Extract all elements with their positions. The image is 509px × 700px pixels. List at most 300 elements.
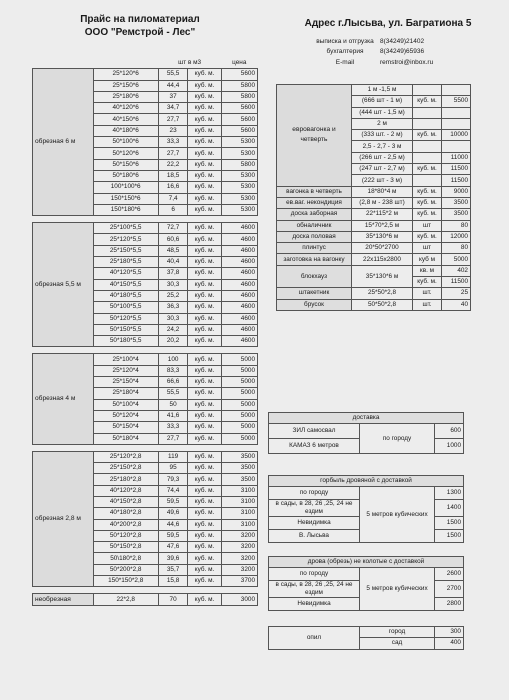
header-blank bbox=[33, 58, 94, 69]
price-cell: 5000 bbox=[221, 388, 257, 399]
price-cell: 3000 bbox=[221, 594, 257, 605]
price-cell: 1000 bbox=[435, 439, 464, 454]
unit-cell: куб. м. bbox=[188, 594, 221, 605]
unit-cell: куб. м. bbox=[188, 125, 221, 136]
pieces-per-m3-cell: 6 bbox=[158, 204, 188, 215]
firewood-slab-table bbox=[268, 475, 464, 543]
size-cell: 150*150*6 bbox=[93, 193, 158, 204]
table-row bbox=[277, 288, 471, 299]
pieces-per-m3-cell: 33,3 bbox=[158, 137, 188, 148]
left-price-table bbox=[32, 58, 258, 606]
pieces-per-m3-cell: 22,2 bbox=[158, 159, 188, 170]
size-cell: 22*115*2 м bbox=[352, 209, 413, 220]
size-cell: (444 шт - 1,5 м) bbox=[352, 107, 413, 118]
pieces-per-m3-cell: 36,3 bbox=[158, 302, 188, 313]
destination-cell: по городу bbox=[269, 487, 360, 500]
size-cell: 25*120*2,8 bbox=[93, 451, 158, 462]
price-cell: 5500 bbox=[442, 96, 471, 107]
product-name: ев.ваг. некондиция bbox=[277, 197, 352, 208]
unit-cell: куб. м. bbox=[188, 245, 221, 256]
pieces-per-m3-cell: 35,7 bbox=[158, 564, 188, 575]
table-row bbox=[269, 627, 464, 638]
unit-cell: шт bbox=[413, 243, 442, 254]
unit-cell: куб. м. bbox=[413, 209, 442, 220]
unit-cell: куб. м. bbox=[188, 336, 221, 347]
pieces-per-m3-cell: 23 bbox=[158, 125, 188, 136]
size-cell: 50*120*6 bbox=[93, 148, 158, 159]
unit-cell: куб. м. bbox=[188, 496, 221, 507]
price-cell: 11500 bbox=[442, 277, 471, 288]
address: Адрес г.Лысьва, ул. Багратиона 5 bbox=[304, 18, 472, 29]
product-name: доска заборная bbox=[277, 209, 352, 220]
contact-value: 8(34249)65936 bbox=[380, 48, 425, 55]
firewood-trim-table bbox=[268, 556, 464, 611]
pieces-per-m3-cell: 20,2 bbox=[158, 336, 188, 347]
price-cell: 5000 bbox=[221, 354, 257, 365]
header-blank bbox=[93, 58, 158, 69]
price-cell: 4600 bbox=[221, 313, 257, 324]
section-title: доставка bbox=[269, 413, 464, 424]
destination-cell: В. Лысьва bbox=[269, 530, 360, 543]
price-cell: 1500 bbox=[435, 530, 464, 543]
unit-cell: куб. м. bbox=[188, 193, 221, 204]
unit-cell: куб. м. bbox=[188, 410, 221, 421]
pieces-per-m3-cell: 24,2 bbox=[158, 324, 188, 335]
pieces-per-m3-cell: 44,4 bbox=[158, 80, 188, 91]
price-cell: 3200 bbox=[221, 553, 257, 564]
unit-cell: куб. м. bbox=[188, 324, 221, 335]
price-cell: 1500 bbox=[435, 517, 464, 530]
vehicle-name: КАМАЗ 6 метров bbox=[269, 439, 360, 454]
size-cell: 50*120*5,5 bbox=[93, 313, 158, 324]
price-cell: 3100 bbox=[221, 496, 257, 507]
price-cell: 9000 bbox=[442, 186, 471, 197]
spacer-row bbox=[33, 587, 258, 594]
size-cell: 100*100*6 bbox=[93, 182, 158, 193]
unit-cell: куб. м. bbox=[188, 388, 221, 399]
price-cell: 10000 bbox=[442, 130, 471, 141]
pieces-per-m3-cell: 59,5 bbox=[158, 530, 188, 541]
pieces-per-m3-cell: 25,2 bbox=[158, 290, 188, 301]
size-cell: 35*130*6 м bbox=[352, 231, 413, 242]
price-cell: 3700 bbox=[221, 576, 257, 587]
unit-cell bbox=[413, 141, 442, 152]
unit-cell bbox=[413, 152, 442, 163]
price-cell: 400 bbox=[435, 638, 464, 649]
spacer-row bbox=[33, 347, 258, 354]
group-name: обрезная 4 м bbox=[33, 354, 94, 444]
table-row bbox=[277, 243, 471, 254]
unit-cell: куб. м. bbox=[188, 576, 221, 587]
pieces-per-m3-cell: 70 bbox=[158, 594, 188, 605]
price-cell: 5000 bbox=[221, 365, 257, 376]
size-cell: (266 шт - 2,5 м) bbox=[352, 152, 413, 163]
size-cell: 25*180*5,5 bbox=[93, 257, 158, 268]
table-row bbox=[33, 354, 258, 365]
contact-value: 8(34249)21402 bbox=[380, 38, 425, 45]
table-row bbox=[277, 85, 471, 96]
pieces-per-m3-cell: 27,7 bbox=[158, 114, 188, 125]
pieces-per-m3-cell: 66,6 bbox=[158, 377, 188, 388]
price-cell: 1400 bbox=[435, 500, 464, 517]
size-cell: 20*50*2700 bbox=[352, 243, 413, 254]
pieces-per-m3-cell: 55,5 bbox=[158, 388, 188, 399]
table-row bbox=[269, 568, 464, 581]
size-cell: (2,8 м - 238 шт) bbox=[352, 197, 413, 208]
product-name: заготовка на вагонку bbox=[277, 254, 352, 265]
vehicle-name: ЗИЛ самосвал bbox=[269, 424, 360, 439]
pieces-per-m3-cell: 37 bbox=[158, 91, 188, 102]
unit-cell: куб. м. bbox=[188, 114, 221, 125]
group-name: обрезная 2,8 м bbox=[33, 451, 94, 587]
size-cell: 25*120*5,5 bbox=[93, 234, 158, 245]
size-cell: 50*120*4 bbox=[93, 410, 158, 421]
table-row bbox=[269, 424, 464, 439]
price-cell: 1300 bbox=[435, 487, 464, 500]
price-cell: 402 bbox=[442, 265, 471, 276]
pieces-per-m3-cell: 72,7 bbox=[158, 223, 188, 234]
table-row bbox=[277, 231, 471, 242]
contact-label: бухгалтерия bbox=[326, 48, 364, 55]
unit-cell: куб. м. bbox=[188, 553, 221, 564]
size-cell: 50*150*5,5 bbox=[93, 324, 158, 335]
unit-cell: куб. м. bbox=[188, 313, 221, 324]
unit-cell: шт bbox=[413, 220, 442, 231]
unit-cell: куб. м. bbox=[188, 279, 221, 290]
unit-cell: куб. м. bbox=[188, 234, 221, 245]
size-cell: (247 шт - 2,7 м) bbox=[352, 164, 413, 175]
unit-cell: куб. м. bbox=[188, 399, 221, 410]
unit-cell: куб. м. bbox=[188, 170, 221, 181]
unit-cell: куб. м. bbox=[413, 197, 442, 208]
price-cell: 12000 bbox=[442, 231, 471, 242]
group-name: обрезная 5,5 м bbox=[33, 223, 94, 347]
unit-cell: куб. м. bbox=[188, 451, 221, 462]
price-cell bbox=[442, 141, 471, 152]
size-cell: 25*100*4 bbox=[93, 354, 158, 365]
unit-cell: куб. м. bbox=[413, 231, 442, 242]
price-cell: 5000 bbox=[221, 433, 257, 444]
size-cell: 1 м -1,5 м bbox=[352, 85, 413, 96]
pieces-per-m3-cell: 119 bbox=[158, 451, 188, 462]
unit-cell bbox=[413, 107, 442, 118]
price-cell: 4600 bbox=[221, 245, 257, 256]
pieces-per-m3-cell: 15,8 bbox=[158, 576, 188, 587]
destination-cell: Невидимка bbox=[269, 598, 360, 611]
section-title: дрова (обрезь) не колотые с доставкой bbox=[269, 557, 464, 568]
size-cell: 50*180*5,5 bbox=[93, 336, 158, 347]
pieces-per-m3-cell: 39,6 bbox=[158, 553, 188, 564]
size-cell: 25*120*6 bbox=[93, 69, 158, 80]
title-row bbox=[269, 557, 464, 568]
spacer bbox=[33, 444, 258, 451]
pieces-per-m3-cell: 95 bbox=[158, 463, 188, 474]
unit-cell bbox=[413, 118, 442, 129]
unit-cell: куб. м. bbox=[188, 433, 221, 444]
price-cell: 4600 bbox=[221, 279, 257, 290]
size-cell: 50*200*2,8 bbox=[93, 564, 158, 575]
size-cell: 40*150*6 bbox=[93, 114, 158, 125]
unit-cell: куб. м. bbox=[413, 96, 442, 107]
product-name: брусок bbox=[277, 299, 352, 310]
unit-cell: куб. м. bbox=[188, 508, 221, 519]
right-price-table bbox=[276, 84, 471, 311]
pieces-per-m3-cell: 44,6 bbox=[158, 519, 188, 530]
product-name: блокхауз bbox=[277, 265, 352, 288]
price-cell: 5300 bbox=[221, 204, 257, 215]
pieces-per-m3-cell: 47,6 bbox=[158, 542, 188, 553]
table-row bbox=[277, 265, 471, 276]
unit-cell: куб. м. bbox=[188, 530, 221, 541]
price-cell: 4600 bbox=[221, 223, 257, 234]
pieces-per-m3-cell: 7,4 bbox=[158, 193, 188, 204]
header-price-column: цена bbox=[232, 59, 247, 67]
price-cell: 5600 bbox=[221, 114, 257, 125]
size-cell: 50*150*6 bbox=[93, 159, 158, 170]
size-cell: 25*150*2,8 bbox=[93, 463, 158, 474]
pieces-per-m3-cell: 27,7 bbox=[158, 148, 188, 159]
unit-cell: куб. м. bbox=[188, 257, 221, 268]
unit-cell: куб. м. bbox=[188, 268, 221, 279]
size-cell: 25*120*4 bbox=[93, 365, 158, 376]
price-cell: 3100 bbox=[221, 519, 257, 530]
price-cell: 5800 bbox=[221, 80, 257, 91]
price-cell: 300 bbox=[435, 627, 464, 638]
size-cell: 2,5 - 2,7 - 3 м bbox=[352, 141, 413, 152]
size-cell: 40*120*2,8 bbox=[93, 485, 158, 496]
unit-cell: куб. м. bbox=[188, 148, 221, 159]
size-cell: 40*150*5,5 bbox=[93, 279, 158, 290]
unit-cell: куб. м. bbox=[188, 69, 221, 80]
table-row bbox=[277, 197, 471, 208]
price-cell: 4600 bbox=[221, 268, 257, 279]
size-cell: 15*70*2,5 м bbox=[352, 220, 413, 231]
size-cell: (222 шт - 3 м) bbox=[352, 175, 413, 186]
price-cell: 3500 bbox=[221, 474, 257, 485]
price-cell: 11500 bbox=[442, 175, 471, 186]
price-cell: 5000 bbox=[221, 377, 257, 388]
spacer bbox=[33, 587, 258, 594]
price-cell: 5300 bbox=[221, 148, 257, 159]
price-cell: 4600 bbox=[221, 234, 257, 245]
size-cell: 40*200*2,8 bbox=[93, 519, 158, 530]
unit-cell: куб. м. bbox=[188, 474, 221, 485]
table-row bbox=[277, 186, 471, 197]
price-cell: 5000 bbox=[442, 254, 471, 265]
size-cell: (666 шт - 1 м) bbox=[352, 96, 413, 107]
size-cell: 40*180*6 bbox=[93, 125, 158, 136]
product-name: обналичник bbox=[277, 220, 352, 231]
price-cell: 5000 bbox=[221, 422, 257, 433]
price-cell: 2700 bbox=[435, 581, 464, 598]
unit-cell: куб. м. bbox=[188, 103, 221, 114]
size-cell: 50*120*2,8 bbox=[93, 530, 158, 541]
table-row bbox=[33, 69, 258, 80]
size-cell: 40*180*2,8 bbox=[93, 508, 158, 519]
table-row bbox=[277, 299, 471, 310]
price-cell: 3500 bbox=[221, 463, 257, 474]
price-cell: 4600 bbox=[221, 336, 257, 347]
contact-label: E-mail bbox=[335, 59, 355, 66]
price-cell: 5600 bbox=[221, 103, 257, 114]
size-cell: 50*100*4 bbox=[93, 399, 158, 410]
price-cell: 5800 bbox=[221, 91, 257, 102]
unit-cell: куб. м. bbox=[413, 186, 442, 197]
size-cell: 25*150*4 bbox=[93, 377, 158, 388]
price-cell: 3100 bbox=[221, 485, 257, 496]
table-row bbox=[277, 254, 471, 265]
unit-cell: куб. м. bbox=[188, 223, 221, 234]
contact-value: remstroi@inbox.ru bbox=[380, 59, 434, 66]
unit-cell: шт. bbox=[413, 288, 442, 299]
group-name: обрезная 6 м bbox=[33, 69, 94, 216]
location-cell: город bbox=[360, 627, 435, 638]
unit-cell: куб. м. bbox=[188, 290, 221, 301]
size-cell: 25*180*6 bbox=[93, 91, 158, 102]
price-cell: 600 bbox=[435, 424, 464, 439]
unit-cell: куб. м. bbox=[188, 137, 221, 148]
pieces-per-m3-cell: 55,5 bbox=[158, 69, 188, 80]
contact-label: выписка и отгрузка bbox=[316, 38, 374, 45]
pieces-per-m3-cell: 30,3 bbox=[158, 279, 188, 290]
product-name: вагонка в четверть bbox=[277, 186, 352, 197]
unit-cell: куб. м. bbox=[188, 542, 221, 553]
price-cell: 4600 bbox=[221, 302, 257, 313]
product-name: штакетник bbox=[277, 288, 352, 299]
unit-cell: куб. м. bbox=[188, 485, 221, 496]
price-cell: 5300 bbox=[221, 182, 257, 193]
pieces-per-m3-cell: 41,6 bbox=[158, 410, 188, 421]
price-cell bbox=[442, 118, 471, 129]
product-name: доска половая bbox=[277, 231, 352, 242]
size-cell: 40*150*2,8 bbox=[93, 496, 158, 507]
size-cell: 25*180*4 bbox=[93, 388, 158, 399]
price-cell bbox=[442, 107, 471, 118]
price-cell: 40 bbox=[442, 299, 471, 310]
price-cell: 5300 bbox=[221, 170, 257, 181]
pieces-per-m3-cell: 37,8 bbox=[158, 268, 188, 279]
size-cell: 40*180*5,5 bbox=[93, 290, 158, 301]
size-cell: 50*100*6 bbox=[93, 137, 158, 148]
table-row bbox=[269, 487, 464, 500]
size-cell: 25*150*5,5 bbox=[93, 245, 158, 256]
price-cell: 4600 bbox=[221, 290, 257, 301]
price-cell: 5600 bbox=[221, 69, 257, 80]
pieces-per-m3-cell: 40,4 bbox=[158, 257, 188, 268]
spacer-row bbox=[33, 444, 258, 451]
route-cell: по городу bbox=[360, 424, 435, 454]
unit-cell: куб. м. bbox=[188, 204, 221, 215]
sawdust-table bbox=[268, 626, 464, 650]
header-unit-column: шт в м3 bbox=[178, 59, 202, 67]
location-cell: сад bbox=[360, 638, 435, 649]
unit-cell: куб. м. bbox=[188, 564, 221, 575]
pieces-per-m3-cell: 27,7 bbox=[158, 433, 188, 444]
size-cell: 50*100*5,5 bbox=[93, 302, 158, 313]
size-cell: 40*120*6 bbox=[93, 103, 158, 114]
size-cell: 35*130*6 м bbox=[352, 265, 413, 288]
volume-cell: 5 метров кубических bbox=[360, 487, 435, 543]
price-cell: 80 bbox=[442, 243, 471, 254]
size-cell: 25*180*2,8 bbox=[93, 474, 158, 485]
destination-cell: по городу bbox=[269, 568, 360, 581]
pieces-per-m3-cell: 49,6 bbox=[158, 508, 188, 519]
price-cell bbox=[442, 85, 471, 96]
destination-cell: Невидимка bbox=[269, 517, 360, 530]
unit-cell: куб. м. bbox=[188, 377, 221, 388]
table-row bbox=[277, 220, 471, 231]
volume-cell: 5 метров кубических bbox=[360, 568, 435, 611]
unit-cell: куб. м. bbox=[188, 354, 221, 365]
size-cell: 25*150*6 bbox=[93, 80, 158, 91]
title-row bbox=[269, 476, 464, 487]
unit-cell: куб. м. bbox=[188, 463, 221, 474]
group-name: необрезная bbox=[33, 594, 94, 605]
price-cell: 3500 bbox=[221, 451, 257, 462]
price-cell: 4600 bbox=[221, 257, 257, 268]
price-cell: 11500 bbox=[442, 164, 471, 175]
table-row bbox=[33, 594, 258, 605]
delivery-table bbox=[268, 412, 464, 454]
price-cell: 5600 bbox=[221, 125, 257, 136]
document-title: Прайс на пиломатериал bbox=[80, 14, 200, 25]
size-cell: 50\180*2,8 bbox=[93, 553, 158, 564]
size-cell: 22*2,8 bbox=[93, 594, 158, 605]
title-row bbox=[269, 413, 464, 424]
pieces-per-m3-cell: 33,3 bbox=[158, 422, 188, 433]
product-name: плинтус bbox=[277, 243, 352, 254]
pieces-per-m3-cell: 48,5 bbox=[158, 245, 188, 256]
size-cell: 25*50*2,8 bbox=[352, 288, 413, 299]
unit-cell: куб. м. bbox=[188, 159, 221, 170]
unit-cell: куб. м. bbox=[188, 80, 221, 91]
size-cell: 50*180*4 bbox=[93, 433, 158, 444]
pieces-per-m3-cell: 60,6 bbox=[158, 234, 188, 245]
size-cell: 2 м bbox=[352, 118, 413, 129]
unit-cell: куб. м. bbox=[413, 164, 442, 175]
unit-cell: куб. м. bbox=[188, 422, 221, 433]
product-name: евровагонка и четверть bbox=[277, 85, 352, 187]
unit-cell: куб. м. bbox=[188, 91, 221, 102]
pieces-per-m3-cell: 34,7 bbox=[158, 103, 188, 114]
unit-cell: куб м bbox=[413, 254, 442, 265]
price-cell: 4600 bbox=[221, 324, 257, 335]
company-name: ООО "Ремстрой - Лес" bbox=[84, 27, 196, 38]
price-cell: 25 bbox=[442, 288, 471, 299]
unit-cell: куб. м. bbox=[188, 182, 221, 193]
pieces-per-m3-cell: 74,4 bbox=[158, 485, 188, 496]
unit-cell bbox=[413, 175, 442, 186]
price-cell: 3100 bbox=[221, 508, 257, 519]
size-cell: 50*150*2,8 bbox=[93, 542, 158, 553]
price-cell: 80 bbox=[442, 220, 471, 231]
unit-cell: куб. м. bbox=[188, 519, 221, 530]
pieces-per-m3-cell: 79,3 bbox=[158, 474, 188, 485]
unit-cell: куб. м. bbox=[188, 365, 221, 376]
spacer bbox=[33, 216, 258, 223]
size-cell: 50*150*4 bbox=[93, 422, 158, 433]
unit-cell: кв. м bbox=[413, 265, 442, 276]
product-name: опил bbox=[269, 627, 360, 650]
pieces-per-m3-cell: 100 bbox=[158, 354, 188, 365]
price-cell: 5000 bbox=[221, 410, 257, 421]
destination-cell: в сады, в 28, 26 ,25, 24 не ездим bbox=[269, 581, 360, 598]
section-title: горбыль дровяной с доставкой bbox=[269, 476, 464, 487]
size-cell: 150*150*2,8 bbox=[93, 576, 158, 587]
unit-cell: куб. м. bbox=[413, 277, 442, 288]
header-row bbox=[33, 58, 258, 69]
price-cell: 5300 bbox=[221, 137, 257, 148]
